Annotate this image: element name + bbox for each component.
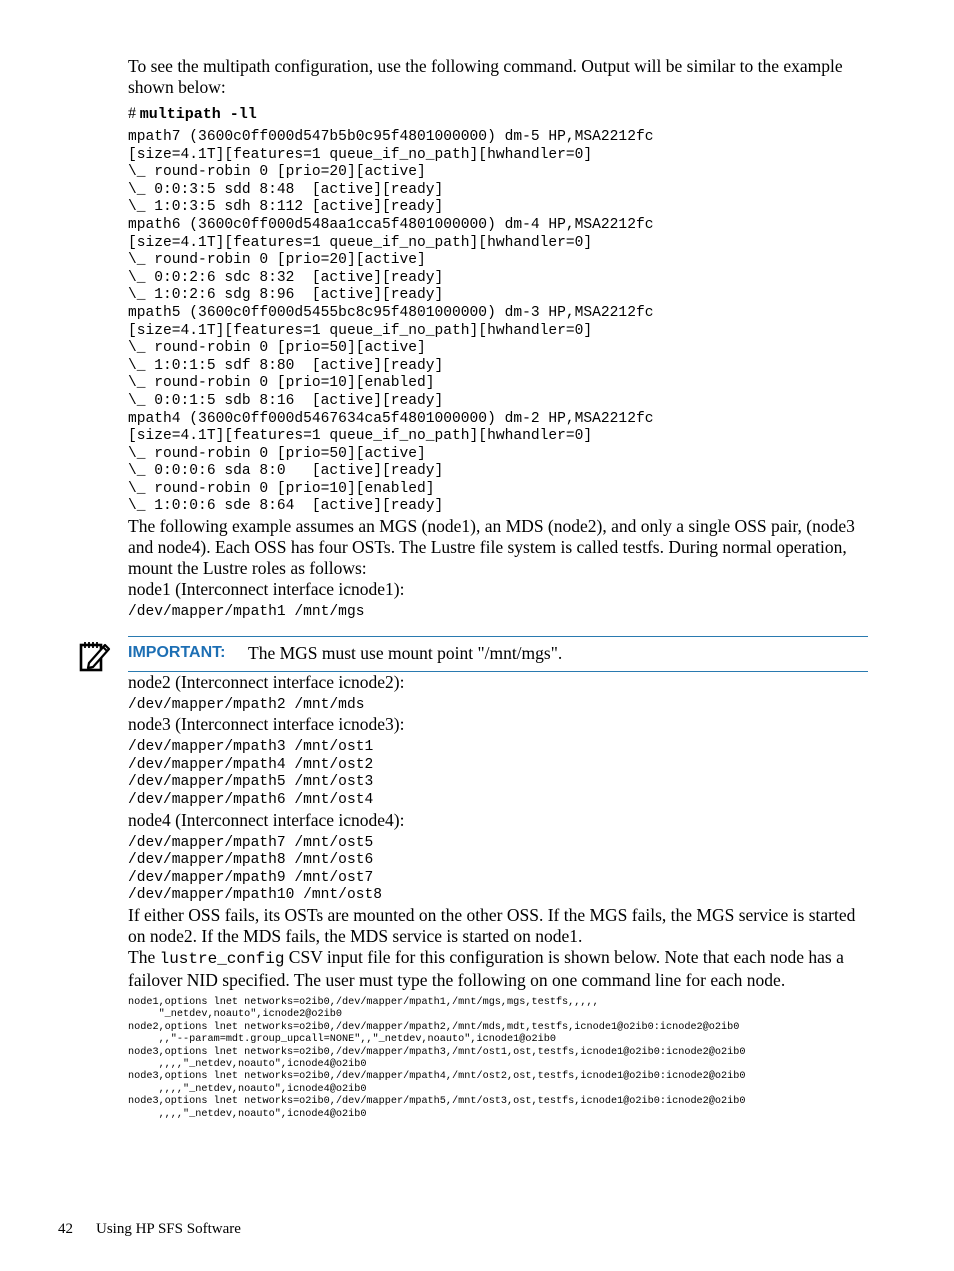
command-line	[128, 104, 868, 125]
node3-mounts: /dev/mapper/mpath3 /mnt/ost1 /dev/mapper/mpath4 /mnt/ost2 /dev/mapper/mpath5 /mnt/ost3 /dev/mapper/mpath6 /mnt/ost4	[128, 739, 374, 809]
command-prompt: #	[128, 105, 136, 122]
footer-section-title: Using HP SFS Software	[96, 1221, 241, 1237]
page-number: 42	[58, 1221, 73, 1237]
node3-heading: node3 (Interconnect interface icnode3):	[128, 714, 405, 735]
config-paragraph	[128, 947, 868, 991]
node1-mounts: /dev/mapper/mpath1 /mnt/mgs	[128, 604, 365, 621]
important-text: The MGS must use mount point "/mnt/mgs".	[248, 642, 563, 663]
multipath-output: mpath7 (3600c0ff000d547b5b0c95f4801000000) dm-5 HP,MSA2212fc [size=4.1T][features=1 queue_if_no_path][hwhandler=0] \_ round-robin 0 [prio=20][active] \_ 0:0:3:5 sdd 8:48 [active][ready] \_ 1:0:3:5 sdh 8:112 [active][ready] mpath6 (3600c0ff000d548aa1cca5f4801000000) dm-4 HP,MSA2212fc [size=4.1T][features=1 queue_if_no_path][hwhandler=0] \_ round-robin 0 [prio=20][active] \_ 0:0:2:6 sdc 8:32 [active][ready] \_ 1:0:2:6 sdg 8:96 [active][ready] mpath5 (3600c0ff000d5455bc8c95f4801000000) dm-3 HP,MSA2212fc [size=4.1T][features=1 queue_if_no_path][hwhandler=0] \_ round-robin 0 [prio=50][active] \_ 1:0:1:5 sdf 8:80 [active][ready] \_ round-robin 0 [prio=10][enabled] \_ 0:0:1:5 sdb 8:16 [active][ready] mpath4 (3600c0ff000d5467634ca5f4801000000) dm-2 HP,MSA2212fc [size=4.1T][features=1 queue_if_no_path][hwhandler=0] \_ round-robin 0 [prio=50][active] \_ 0:0:0:6 sda 8:0 [active][ready] \_ round-robin 0 [prio=10][enabled] \_ 1:0:0:6 sde 8:64 [active][ready]	[128, 129, 654, 515]
node2-mounts: /dev/mapper/mpath2 /mnt/mds	[128, 696, 365, 713]
command-text: multipath -ll	[139, 106, 257, 123]
important-note	[128, 636, 868, 672]
example-paragraph: The following example assumes an MGS (node1), an MDS (node2), and only a single OSS pair, (node3 and node4). Each OSS has four OSTs. The Lustre file system is called testfs. During normal operation, mount the Lustre roles as follows:	[128, 516, 855, 579]
node4-mounts: /dev/mapper/mpath7 /mnt/ost5 /dev/mapper/mpath8 /mnt/ost6 /dev/mapper/mpath9 /mnt/ost7 /dev/mapper/mpath10 /mnt/ost8	[128, 834, 382, 904]
node2-heading: node2 (Interconnect interface icnode2):	[128, 671, 405, 692]
important-label: IMPORTANT:	[128, 643, 226, 661]
important-note-icon	[78, 640, 112, 674]
node1-heading: node1 (Interconnect interface icnode1):	[128, 579, 405, 600]
csv-config-lines: node1,options lnet networks=o2ib0,/dev/mapper/mpath1,/mnt/mgs,mgs,testfs,,,,, "_netdev,noauto",icnode2@o2ib0 node2,options lnet networks=o2ib0,/dev/mapper/mpath2,/mnt/mds,mdt,testfs,icnode1@o2ib0:icnode2@o2ib0 ,,"--param=mdt.group_upcall=NONE",,"_netdev,noauto",icnode1@o2ib0 node3,options lnet networks=o2ib0,/dev/mapper/mpath3,/mnt/ost1,ost,testfs,icnode1@o2ib0:icnode2@o2ib0 ,,,,"_netdev,noauto",icnode4@o2ib0 node3,options lnet networks=o2ib0,/dev/mapper/mpath4,/mnt/ost2,ost,testfs,icnode1@o2ib0:icnode2@o2ib0 ,,,,"_netdev,noauto",icnode4@o2ib0 node3,options lnet networks=o2ib0,/dev/mapper/mpath5,/mnt/ost3,ost,testfs,icnode1@o2ib0:icnode2@o2ib0 ,,,,"_netdev,noauto",icnode4@o2ib0	[128, 997, 746, 1120]
intro-paragraph: To see the multipath configuration, use the following command. Output will be similar to the example shown below:	[128, 56, 843, 97]
config-text-before: The	[128, 947, 160, 967]
page-footer	[58, 1221, 241, 1238]
failover-paragraph: If either OSS fails, its OSTs are mounted on the other OSS. If the MGS fails, the MGS service is started on node2. If the MDS fails, the MDS service is started on node1.	[128, 905, 856, 946]
page-content	[128, 56, 868, 1121]
lustre-config-code: lustre_config	[159, 950, 285, 968]
node4-heading: node4 (Interconnect interface icnode4):	[128, 809, 405, 830]
config-text-after: CSV input file for this configuration is shown below. Note that each node has a failover NID specified. The user must type the following on one command line for each node.	[128, 947, 844, 990]
